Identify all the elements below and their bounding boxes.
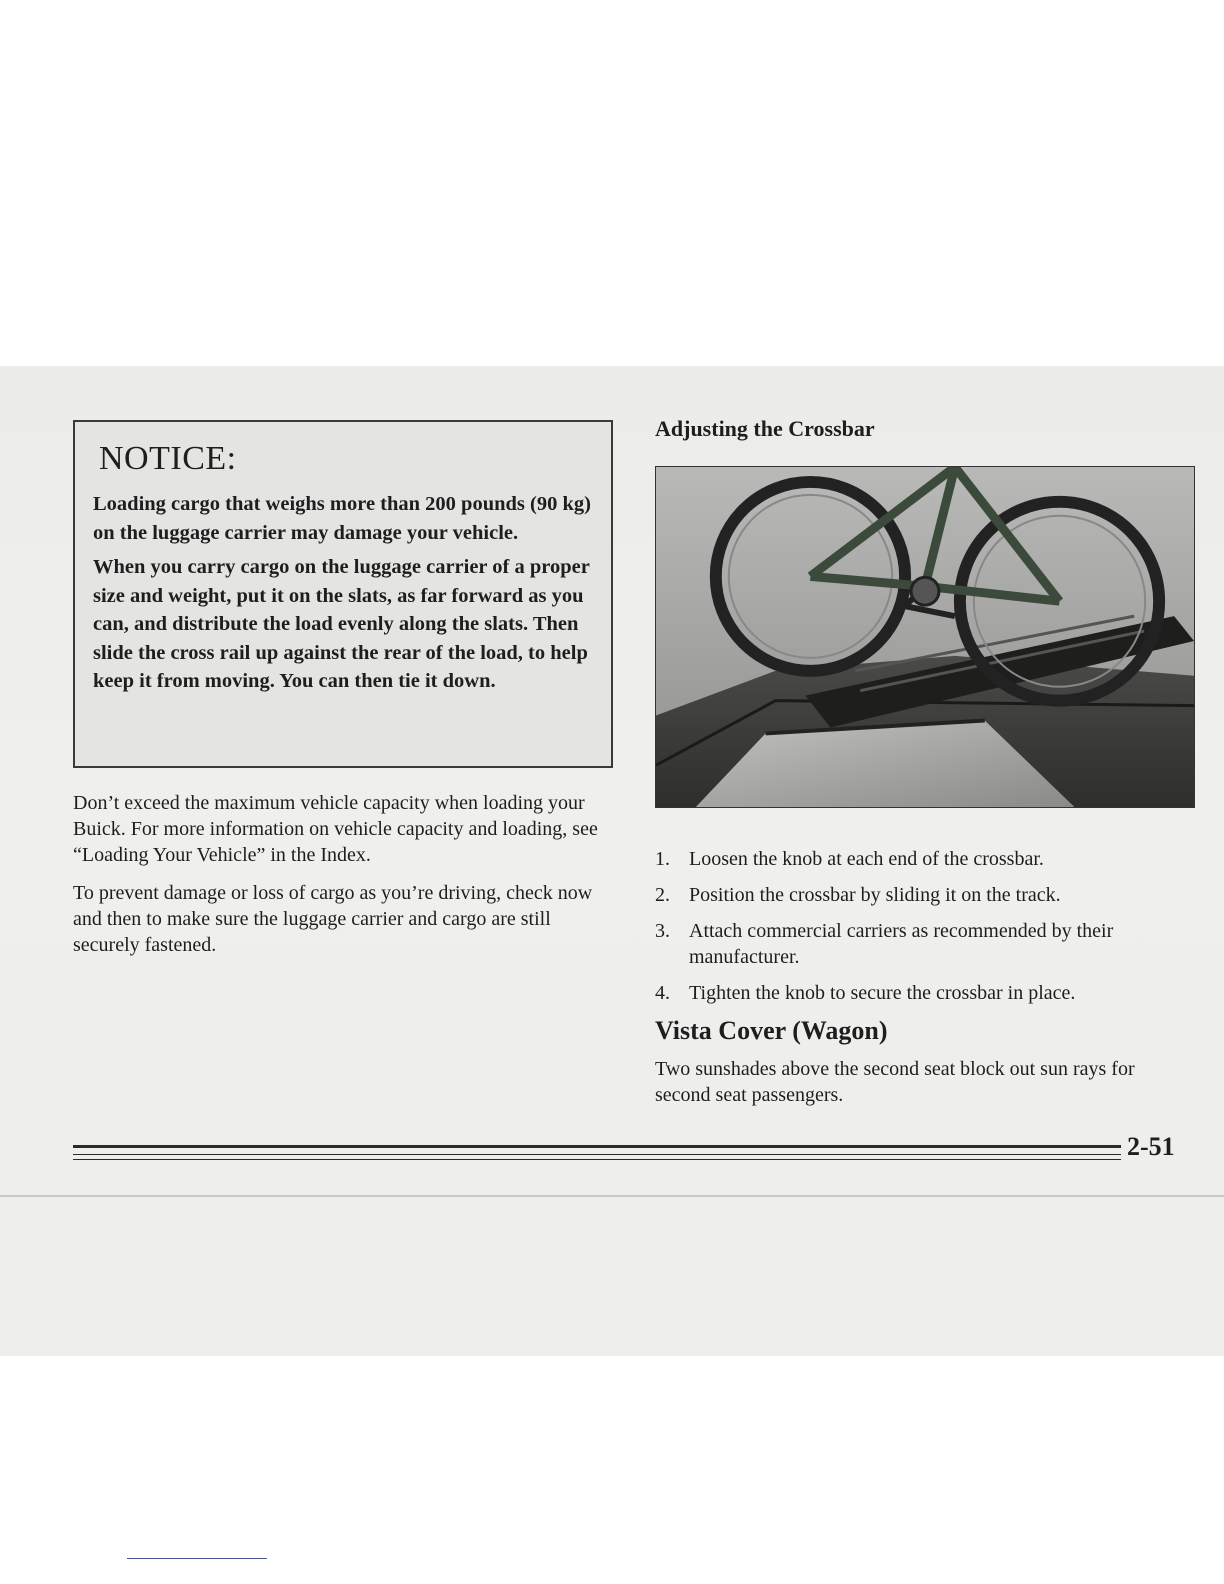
notice-title: NOTICE:: [99, 440, 237, 477]
notice-paragraph: Loading cargo that weighs more than 200 pounds (90 kg) on the luggage carrier may damage your vehicle.: [93, 493, 591, 544]
footer-rule: [73, 1145, 1121, 1160]
left-column: [73, 420, 613, 970]
vista-text: Two sunshades above the second seat block out sun rays for second seat passengers.: [655, 1058, 1135, 1106]
bicycle-on-roof-rack-photo: [655, 466, 1195, 808]
link-underline: [127, 1558, 267, 1559]
notice-box: [73, 420, 613, 768]
page-edge-shadow: [0, 1195, 1224, 1197]
crossbar-heading: Adjusting the Crossbar: [655, 416, 875, 441]
right-column: [655, 416, 1195, 1120]
body-paragraph: To prevent damage or loss of cargo as you’re driving, check now and then to make sure the luggage carrier and cargo are still securely fastened.: [73, 882, 593, 956]
crossbar-steps: [655, 846, 1195, 1006]
left-body-text: [73, 790, 613, 958]
notice-paragraph: When you carry cargo on the luggage carrier of a proper size and weight, put it on the slats, as far forward as you can, and distribute the load evenly along the slats. Then slide the cross rail up against the rear of the load, to help keep it from moving. You can then tie it down.: [93, 556, 590, 692]
list-item: 2. Position the crossbar by sliding it on the track.: [655, 884, 1061, 906]
page-number: 2-51: [1127, 1132, 1175, 1161]
vista-heading: Vista Cover (Wagon): [655, 1016, 888, 1045]
list-item: 1. Loosen the knob at each end of the crossbar.: [655, 848, 1044, 870]
body-paragraph: Don’t exceed the maximum vehicle capacity when loading your Buick. For more information on vehicle capacity and loading, see “Loading Your Vehicle” in the Index.: [73, 792, 598, 866]
list-item: 3. Attach commercial carriers as recommended by their manufacturer.: [655, 920, 1114, 968]
list-item: 4. Tighten the knob to secure the crossbar in place.: [655, 982, 1076, 1004]
